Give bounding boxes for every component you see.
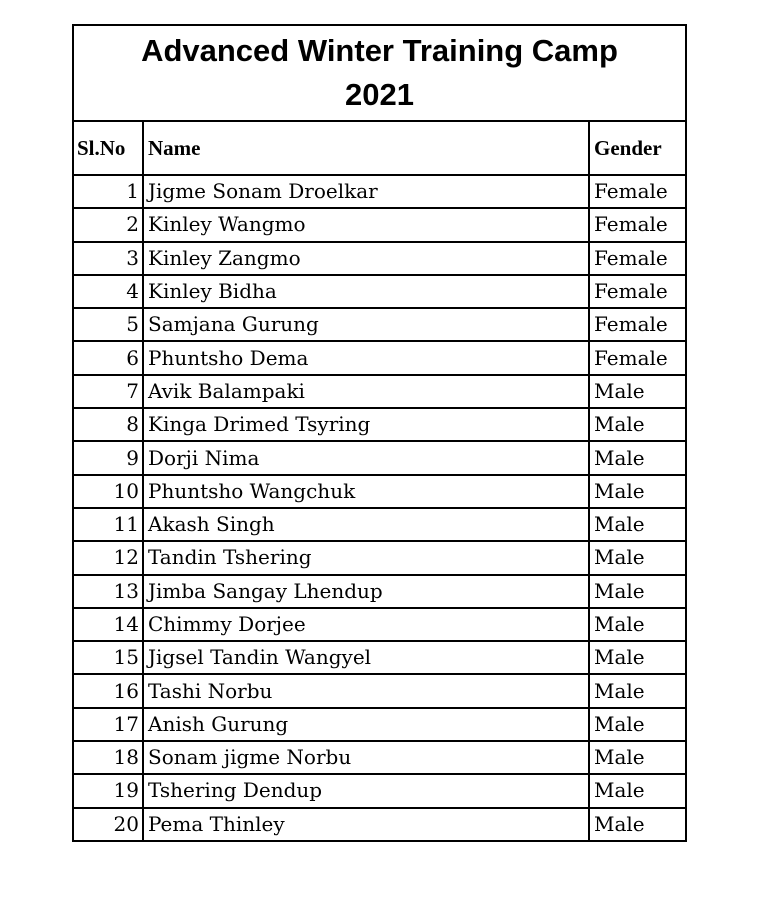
- name-cell: Samjana Gurung: [143, 308, 589, 341]
- gender-cell: Male: [589, 408, 685, 441]
- title-line-1: Advanced Winter Training Camp: [141, 33, 618, 68]
- header-row: [74, 122, 685, 175]
- name-cell: Tashi Norbu: [143, 674, 589, 707]
- gender-cell: Male: [589, 674, 685, 707]
- table-row: [74, 575, 685, 608]
- table-row: [74, 541, 685, 574]
- name-cell: Kinley Wangmo: [143, 208, 589, 241]
- serial-number-cell: 17: [74, 708, 143, 741]
- serial-number-cell: 12: [74, 541, 143, 574]
- table-row: [74, 708, 685, 741]
- table-row: [74, 175, 685, 208]
- name-cell: Phuntsho Wangchuk: [143, 475, 589, 508]
- page-title: [74, 26, 685, 122]
- table-row: [74, 475, 685, 508]
- gender-cell: Male: [589, 375, 685, 408]
- header-serial-number: Sl.No: [74, 122, 143, 175]
- serial-number-cell: 19: [74, 774, 143, 807]
- serial-number-cell: 16: [74, 674, 143, 707]
- gender-cell: Male: [589, 774, 685, 807]
- gender-cell: Male: [589, 708, 685, 741]
- table-row: [74, 408, 685, 441]
- table-row: [74, 341, 685, 374]
- gender-cell: Male: [594, 811, 645, 836]
- name-cell: Anish Gurung: [143, 708, 589, 741]
- serial-number-cell: 10: [74, 475, 143, 508]
- serial-number-cell: 4: [74, 275, 143, 308]
- name-cell: Jigme Sonam Droelkar: [143, 175, 589, 208]
- roster-table: [74, 122, 685, 840]
- table-row: [74, 208, 685, 241]
- name-cell: Kinley Bidha: [143, 275, 589, 308]
- serial-number-cell: 11: [74, 508, 143, 541]
- gender-cell: Male: [589, 508, 685, 541]
- serial-number-cell: 1: [74, 175, 143, 208]
- name-cell: Avik Balampaki: [143, 375, 589, 408]
- serial-number-cell: 20: [74, 808, 143, 840]
- serial-number-cell: 8: [74, 408, 143, 441]
- table-row: [74, 641, 685, 674]
- name-cell: Chimmy Dorjee: [143, 608, 589, 641]
- gender-cell: Male: [589, 475, 685, 508]
- name-cell: Kinley Zangmo: [143, 242, 589, 275]
- serial-number-cell: 6: [74, 341, 143, 374]
- table-row: [74, 375, 685, 408]
- table-row: [74, 741, 685, 774]
- serial-number-cell: 3: [74, 242, 143, 275]
- table-row: [74, 608, 685, 641]
- table-row: [74, 308, 685, 341]
- serial-number-cell: 15: [74, 641, 143, 674]
- serial-number-cell: 2: [74, 208, 143, 241]
- title-line-2: 2021: [345, 77, 414, 112]
- gender-cell: Female: [589, 208, 685, 241]
- roster-sheet: [72, 24, 687, 842]
- serial-number-cell: 7: [74, 375, 143, 408]
- serial-number-cell: 18: [74, 741, 143, 774]
- name-cell: Sonam jigme Norbu: [143, 741, 589, 774]
- name-cell: Tandin Tshering: [143, 541, 589, 574]
- gender-cell: Male: [589, 608, 685, 641]
- gender-cell: Female: [589, 242, 685, 275]
- header-gender: Gender: [589, 122, 685, 175]
- table-row: [74, 774, 685, 807]
- serial-number-cell: 9: [74, 441, 143, 474]
- serial-number-cell: 5: [74, 308, 143, 341]
- name-cell: Jimba Sangay Lhendup: [143, 575, 589, 608]
- header-name: Name: [143, 122, 589, 175]
- name-cell: Dorji Nima: [143, 441, 589, 474]
- serial-number-cell: 14: [74, 608, 143, 641]
- table-row: [74, 441, 685, 474]
- table-row: [74, 808, 685, 840]
- name-cell: Pema Thinley: [143, 808, 589, 840]
- table-row: [74, 674, 685, 707]
- name-cell: Phuntsho Dema: [143, 341, 589, 374]
- table-row: [74, 508, 685, 541]
- gender-cell: Female: [589, 275, 685, 308]
- gender-cell: Male: [589, 575, 685, 608]
- gender-cell: Male: [589, 441, 685, 474]
- serial-number-cell: 13: [74, 575, 143, 608]
- name-cell: Tshering Dendup: [143, 774, 589, 807]
- name-cell: Akash Singh: [143, 508, 589, 541]
- name-cell: Jigsel Tandin Wangyel: [143, 641, 589, 674]
- gender-cell: Male: [589, 741, 685, 774]
- table-row: [74, 275, 685, 308]
- table-row: [74, 242, 685, 275]
- name-cell: Kinga Drimed Tsyring: [143, 408, 589, 441]
- gender-cell: Female: [589, 175, 685, 208]
- gender-cell: Female: [589, 308, 685, 341]
- gender-cell: Female: [589, 341, 685, 374]
- gender-cell: Male: [589, 641, 685, 674]
- gender-cell: Male: [589, 541, 685, 574]
- roster-body: [74, 175, 685, 840]
